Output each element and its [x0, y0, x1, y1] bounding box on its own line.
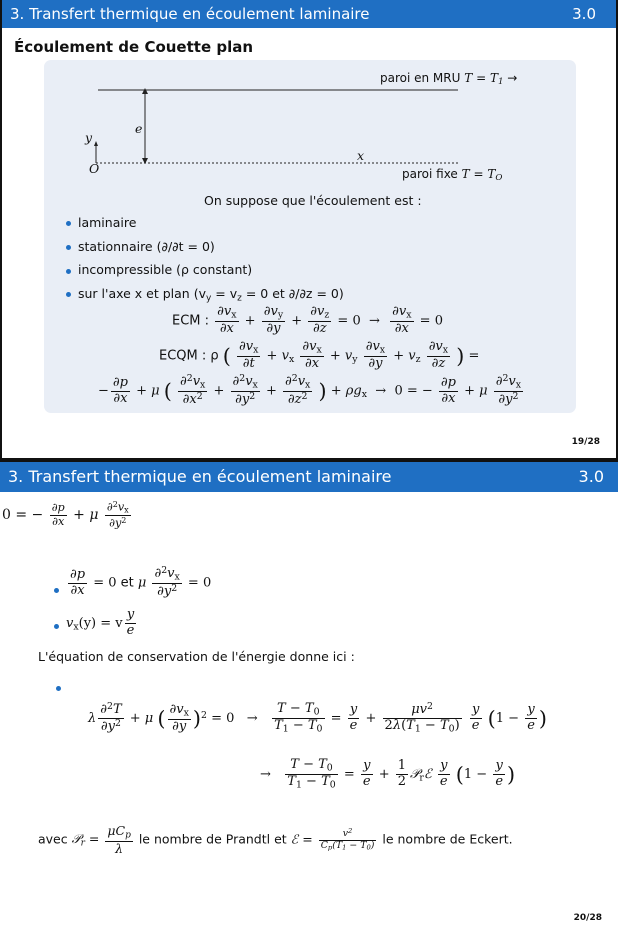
bullet-marker — [66, 221, 71, 226]
frame-title: Écoulement de Couette plan — [14, 38, 254, 56]
top-equation: 0 = − $\frac{\partial p}{\partial x}$ + μ $\frac{\partial^2v_x}{\partial y^2}$ — [2, 500, 129, 530]
definitions-line: avec 𝒫$_r$ = $\frac{\mu C_p}{\lambda}$ le nombre de Prandtl et ℰ = $\frac{v^2}{C_p(T_1 - T_0)}$ le nombre de Eckert. — [38, 823, 513, 856]
header-number: 3.0 — [572, 5, 596, 23]
header-number: 3.0 — [578, 467, 604, 486]
top-wall-label: paroi en MRU $T = T_1$ → — [380, 71, 518, 88]
bottom-wall-label: paroi fixe $T = T_O$ — [402, 167, 503, 184]
ecqm-equation-line1: ECQM : ρ ( $\frac{\partial v_x}{\partial t}$ + $v_x$ $\frac{\partial v_x}{\partial x}$ + $v_y$ $\frac{\partial v_x}{\partial y}$ + $v_z$ $\frac{\partial v_x}{\partial z}$ ) = — [159, 339, 480, 372]
gap-label: e — [135, 121, 143, 136]
energy-text: L'équation de conservation de l'énergie donne ici : — [38, 649, 355, 664]
bullet-pressure-equation: $\frac{\partial p}{\partial x}$ = 0 et μ $\frac{\partial^2v_x}{\partial y^2}$ = 0 — [70, 565, 212, 600]
ecqm-equation-line2: − $\frac{\partial p}{\partial x}$ + μ ( $\frac{\partial^2v_x}{\partial x^2}$ + $\frac{\partial^2v_x}{\partial y^2}$ + $\frac{\partial^2v_x}{\partial z^2}$ ) + $\rho g_x \to 0$ = − $\frac{\partial p}{\partial x}$ + μ $\frac{\partial^2v_x}{\partial y^2}$ — [98, 373, 522, 408]
bullet-stationnaire: stationnaire (∂/∂t = 0) — [78, 239, 215, 254]
slide-19 — [0, 0, 618, 460]
header-title: 3. Transfert thermique en écoulement laminaire — [8, 467, 392, 486]
bullet-marker — [54, 624, 59, 629]
energy-equation-line1: λ $\frac{\partial^2T}{\partial y^2}$ + μ ( $\frac{\partial v_x}{\partial y}$ )$^2$ = 0 → $\frac{T - T_0}{T_1 - T_0}$ = $\frac{y}{e}$ + $\frac{\mu v^2}{2\lambda(T_1 - T_0)}$ $\frac{y}{e}$ (1 − $\frac{y}{e}$ ) — [88, 701, 548, 735]
ecm-equation: ECM : $\frac{\partial v_x}{\partial x}$ + $\frac{\partial v_y}{\partial y}$ + $\frac{\partial v_z}{\partial z}$ = 0 → $\frac{\partial v_x}{\partial x}$ = 0 — [172, 304, 443, 337]
bullet-laminaire: laminaire — [78, 215, 137, 230]
bullet-marker — [54, 588, 59, 593]
origin-label: O — [89, 161, 100, 176]
slide-20 — [0, 462, 618, 927]
header-title: 3. Transfert thermique en écoulement laminaire — [10, 5, 370, 23]
bullet-marker — [56, 686, 61, 691]
bullet-incompressible: incompressible (ρ constant) — [78, 262, 253, 277]
x-axis-label: x — [357, 148, 365, 163]
bullet-marker — [66, 292, 71, 297]
bullet-axe: sur l'axe x et plan ($v_y = v_z = 0$ et ∂/∂z = 0) — [78, 286, 344, 304]
page-number: 20/28 — [573, 913, 602, 923]
y-axis-label: y — [85, 130, 93, 145]
bullet-marker — [66, 269, 71, 274]
energy-equation-line2: → $\frac{T - T_0}{T_1 - T_0}$ = $\frac{y}{e}$ + $\frac{1}{2}$ 𝒫$_r$ℰ $\frac{y}{e}$ (1 − $\frac{y}{e}$ ) — [260, 757, 516, 791]
page-number: 19/28 — [571, 437, 600, 447]
intro-text: On suppose que l'écoulement est : — [204, 193, 422, 208]
bullet-velocity-profile: $v_x(y) = v$ $\frac{y}{e}$ — [66, 607, 135, 638]
slide-header — [2, 0, 616, 28]
bullet-marker — [66, 245, 71, 250]
slide-header — [0, 462, 618, 492]
